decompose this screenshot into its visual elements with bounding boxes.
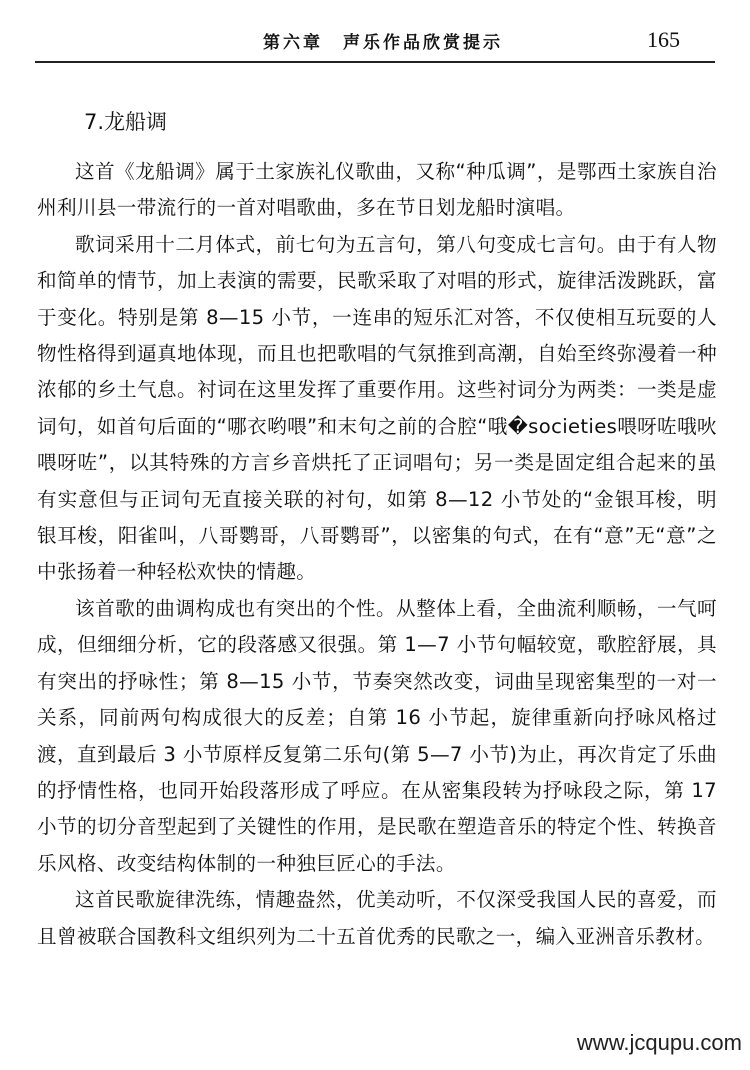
paragraph-lyrics: 歌词采用十二月体式，前七句为五言句，第八句变成七言句。由于有人物和简单的情节，加上表演的需要，民歌采取了对唱的形式，旋律活泼跳跃，富于变化。特别是第 8—15 小节，一连串的短乐汇对答，不仅使相互玩耍的人物性格得到逼真地体现，而且也把歌唱的气氛推到高潮，自始至终弥漫着一种浓郁的乡土气息。衬词在这里发挥了重要作用。这些衬词分为两类：一类是虚词句，如首句后面的“哪衣哟喂”和末句之前的合腔“哦�societies喂呀咗哦吙喂呀咗”，以其特殊的方言乡音烘托了正词唱句；另一类是固定组合起来的虽有实意但与正词句无直接关联的衬句，如第 8—12 小节处的“金银耳梭，明银耳梭，阳雀叫，八哥鹦哥，八哥鹦哥”，以密集的句式，在有“意”无“意”之中张扬着一种轻松欢快的情趣。 — [37, 232, 717, 584]
page-number: 165 — [647, 27, 680, 52]
running-header — [35, 0, 715, 63]
chapter-number: 第六章 — [263, 33, 323, 53]
section-heading: 7.龙船调 — [84, 110, 168, 134]
watermark: www.jcqupu.com — [576, 1030, 742, 1055]
paragraph-melody: 该首歌的曲调构成也有突出的个性。从整体上看，全曲流利顺畅，一气呵成，但细细分析，它的段落感又很强。第 1—7 小节句幅较宽，歌腔舒展，具有突出的抒咏性；第 8—15 小节，节奏突然改变，词曲呈现密集型的一对一关系，同前两句构成很大的反差；自第 16 小节起，旋律重新向抒咏风格过渡，直到最后 3 小节原样反复第二乐句(第 5—7 小节)为止，再次肯定了乐曲的抒情性格，也同开始段落形成了呼应。在从密集段转为抒咏段之际，第 17 小节的切分音型起到了关键性的作用，是民歌在塑造音乐的特定个性、转换音乐风格、改变结构体制的一种独巨匠心的手法。 — [37, 596, 717, 875]
paragraph-conclusion: 这首民歌旋律洗练，情趣盎然，优美动听，不仅深受我国人民的喜爱，而且曾被联合国教科文组织列为二十五首优秀的民歌之一，编入亚洲音乐教材。 — [37, 888, 717, 948]
paragraph-intro: 这首《龙船调》属于土家族礼仪歌曲，又称“种瓜调”，是鄂西土家族自治州利川县一带流行的一首对唱歌曲，多在节日划龙船时演唱。 — [37, 160, 717, 220]
body-text — [37, 154, 717, 955]
chapter-title — [263, 28, 503, 53]
chapter-name: 声乐作品欣赏提示 — [343, 33, 503, 53]
